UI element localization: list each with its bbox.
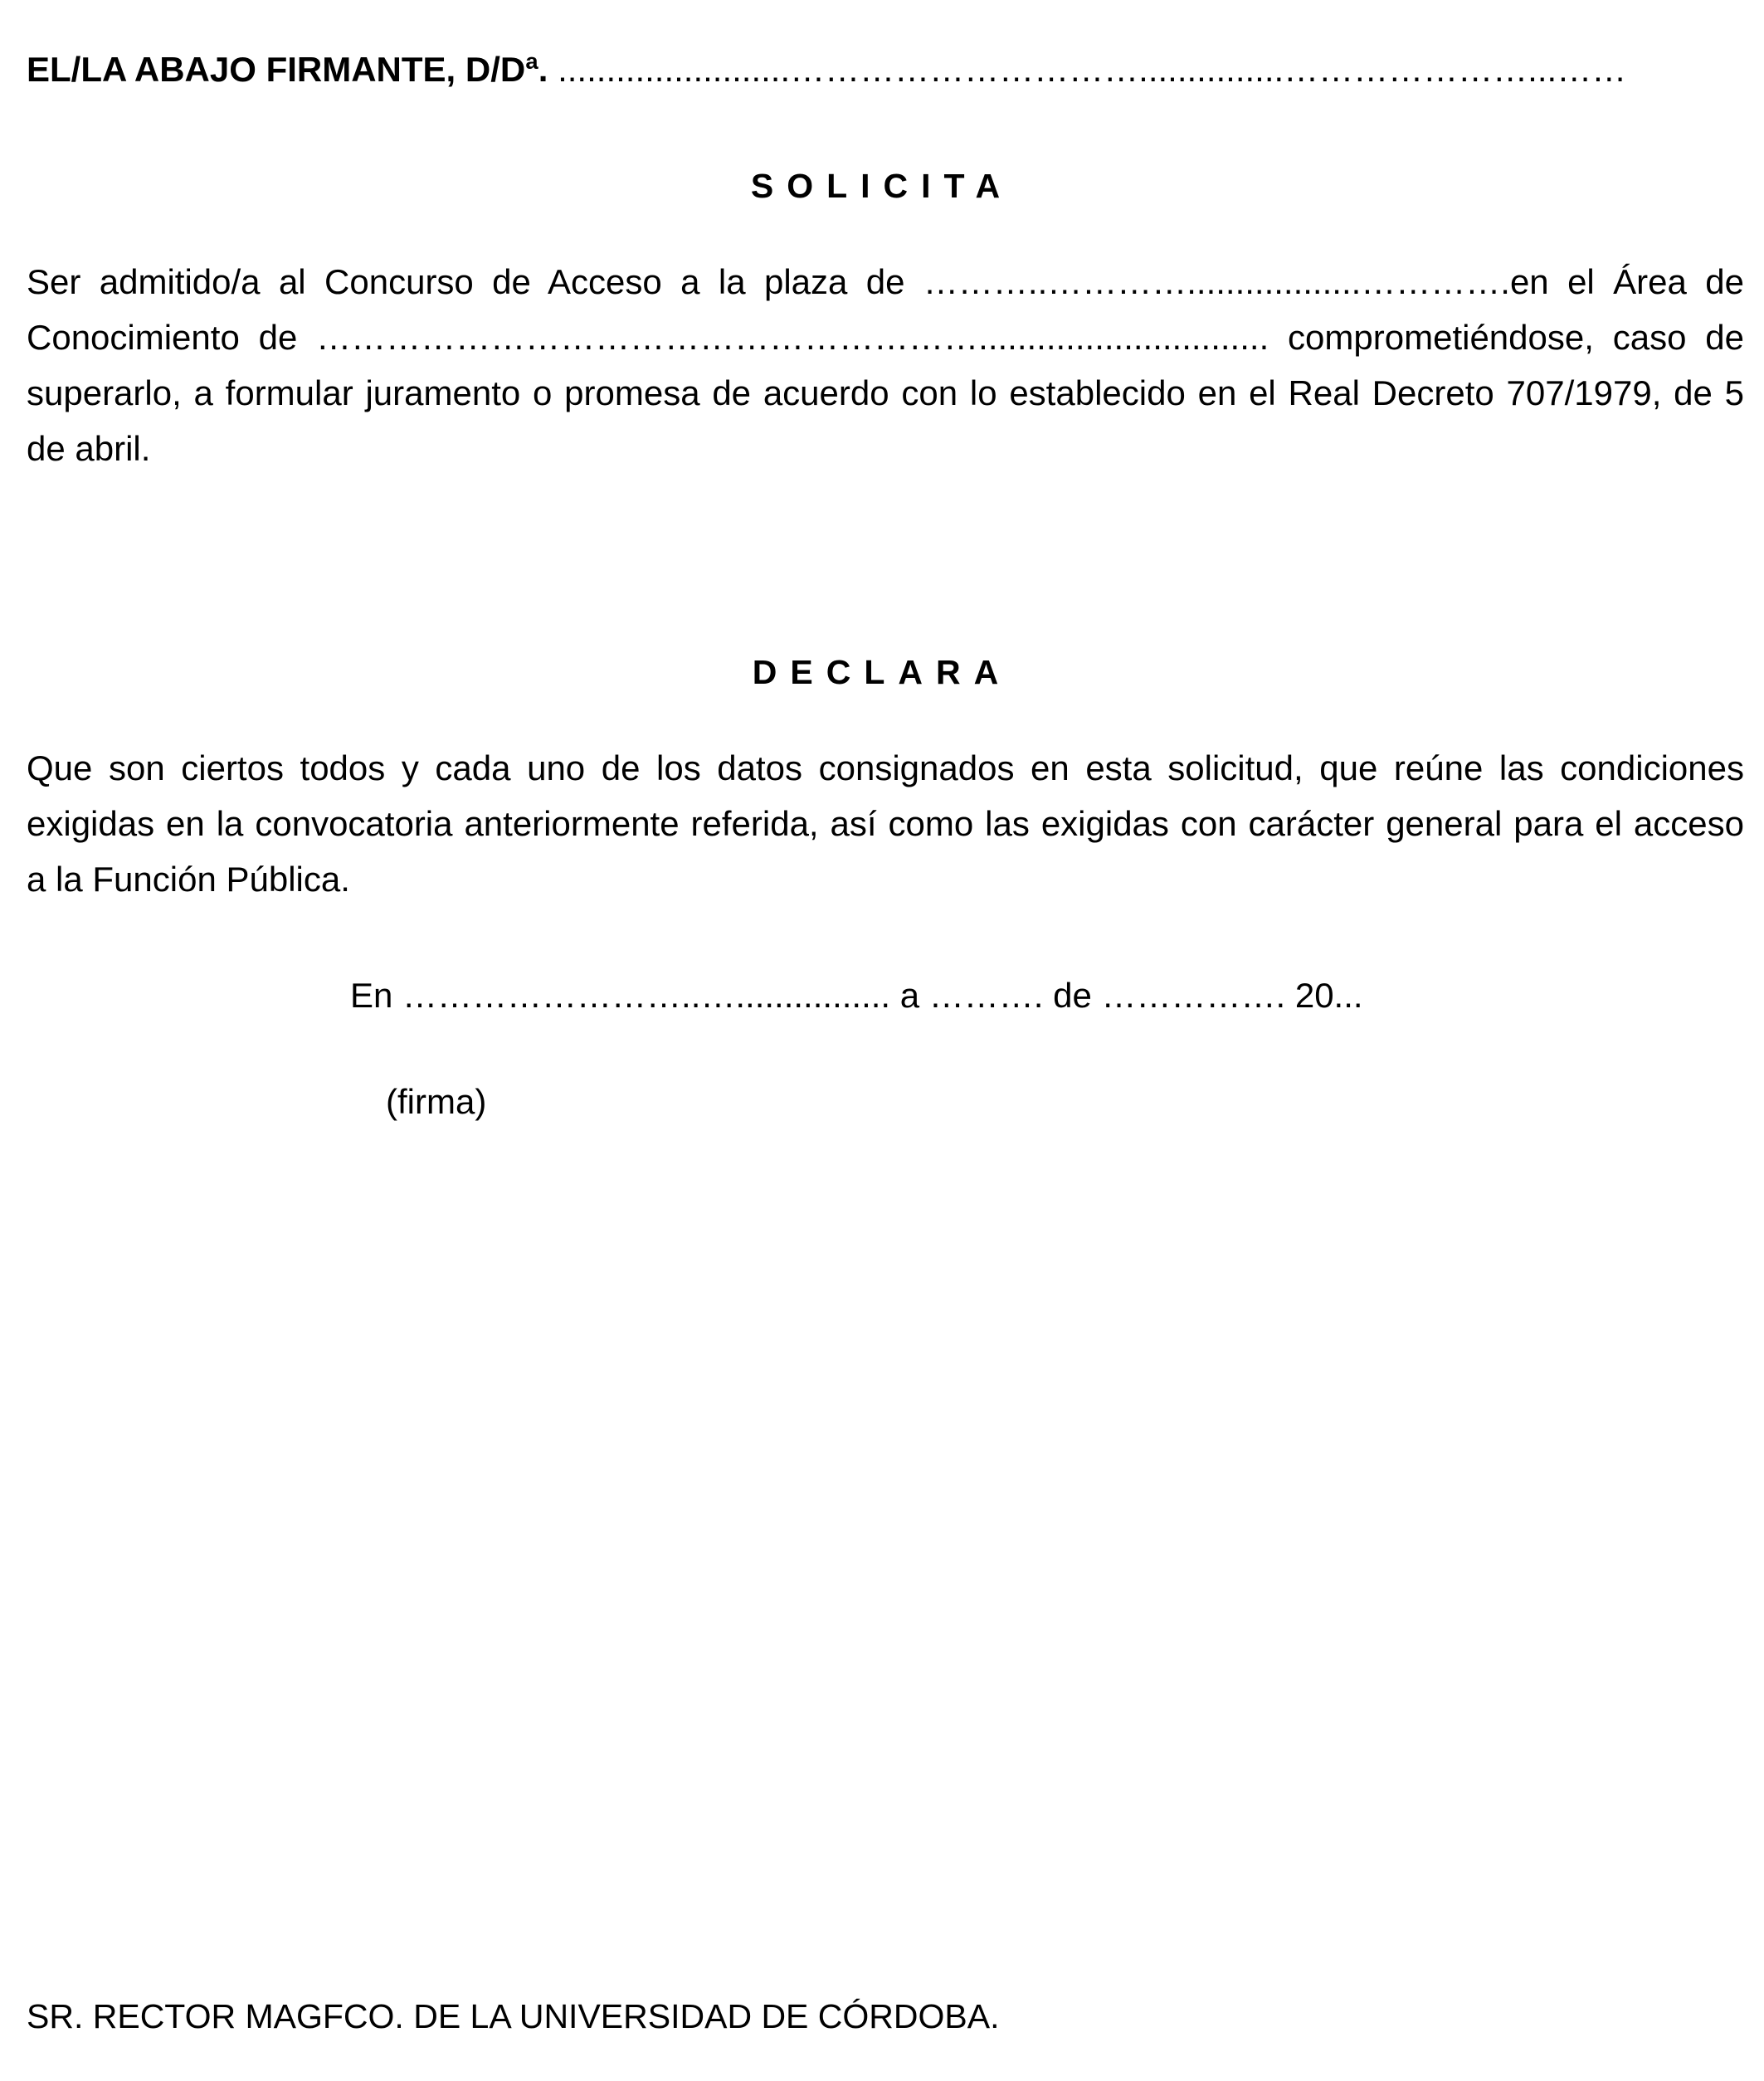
applicant-label: EL/LA ABAJO FIRMANTE, D/Dª. [27, 50, 548, 89]
declara-paragraph: Que son ciertos todos y cada uno de los datos consignados en esta solicitud, que reúne las condiciones exigidas en la convocatoria anteriormente referida, así como las exigidas con carácter general para el acceso a la Función Pública. [27, 748, 1744, 899]
declara-heading: DECLARA [752, 653, 1012, 691]
applicant-name-field[interactable]: ........................…………………………...............…………………...…… [558, 50, 1627, 89]
solicita-heading: SOLICITA [750, 167, 1014, 205]
addressee-line: SR. RECTOR MAGFCO. DE LA UNIVERSIDAD DE CÓRDOBA. [27, 1997, 1000, 2035]
signature-label: (firma) [386, 1082, 487, 1121]
place-date-line: En ……………………..…................ a ………. de ……………. 20... [350, 976, 1363, 1015]
solicita-paragraph: Ser admitido/a al Concurso de Acceso a la plaza de ………..…………..................………….en el Área de Conocimiento de ………………………………………………….............................. comprometiéndose, caso de superarlo, a formular juramento o promesa de acuerdo con lo establecido en el Real Decreto 707/1979, de 5 de abril. [27, 262, 1744, 468]
applicant-name-line [27, 45, 1744, 95]
